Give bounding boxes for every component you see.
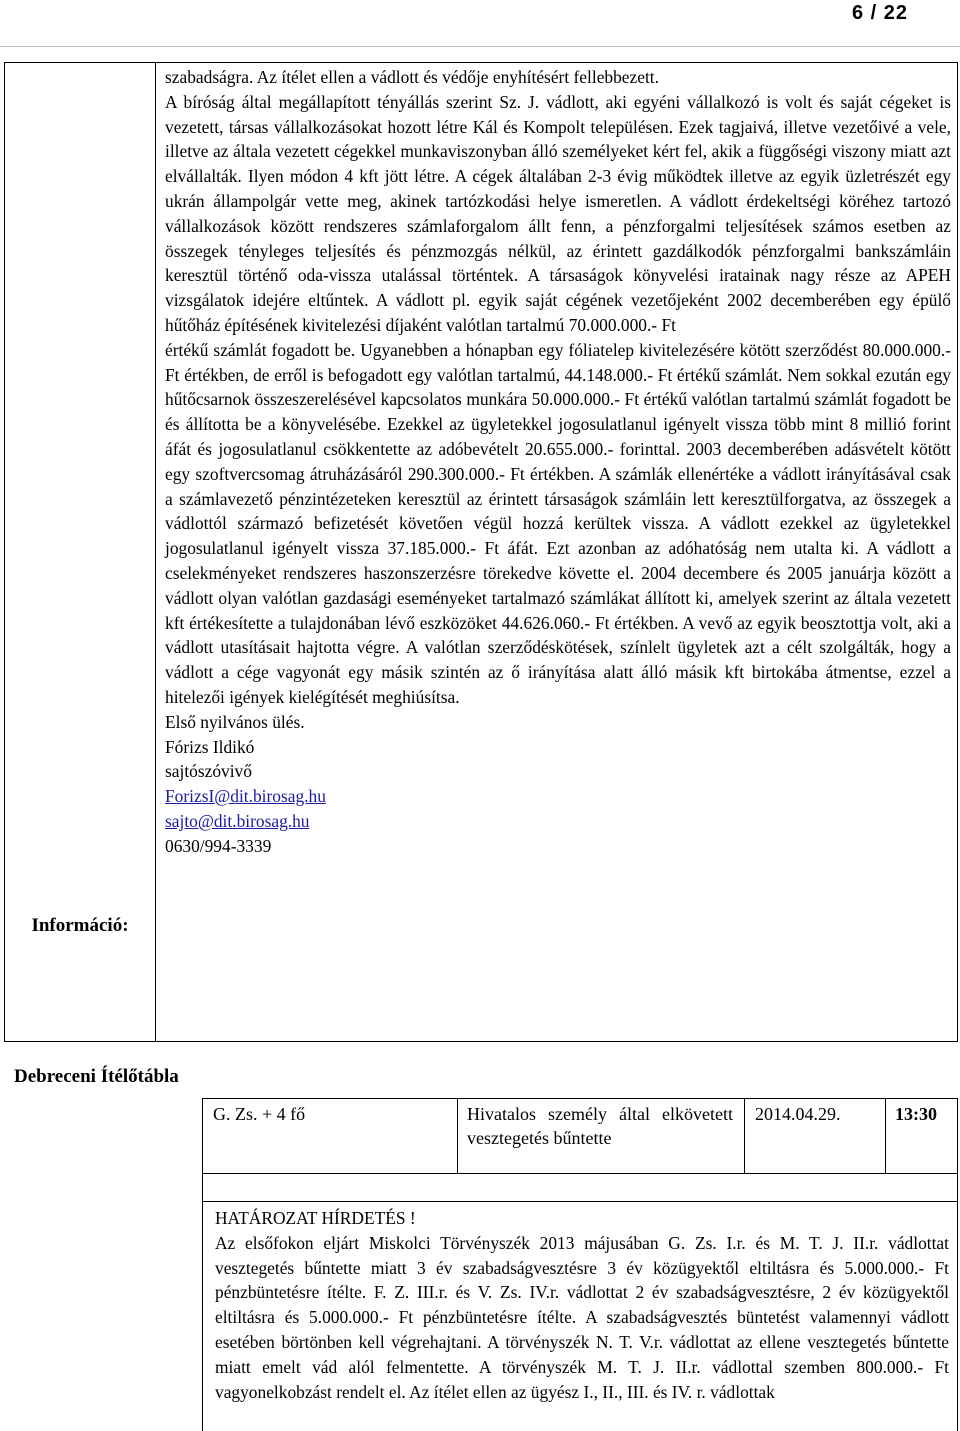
paragraph: szabadságra. Az ítélet ellen a vádlott és védője enyhítésért fellebbezett.: [165, 67, 659, 87]
case-charge: Hivatalos személy által elkövetett vesztegetés bűntette: [467, 1104, 733, 1148]
cell-divider: [457, 1099, 458, 1173]
decision-paragraph: Az elsőfokon eljárt Miskolci Törvényszék 2013 májusában G. Zs. I.r. és M. T. J. II.r. vádlottat vesztegetés bűntette miatt 3 év szabadságvesztésre 3 év közügyektől eltiltásra és 5.000.000.- Ft pénzbüntetésre ítélte. F. Z. III.r. és V. Zs. IV.r. vádlottat 2 év szabadságvesztésre, 2 év közügyektől eltiltásra és 5.000.000.- Ft pénzbüntetésre ítélte. A szabadságvesztés büntetést valamennyi vádlott esetében börtönben kell végrehajtani. A törvényszék N. T. V.r. vádlottat az ellene vesztegetés bűntette miatt emelt vád alól felmentette. A törvényszék M. T. J. II.r. vádlottal szemben 800.000.- Ft vagyonelkobzást rendelt el. Az ítélet ellen az ügyész I., II., III. és IV. r. vádlottak: [215, 1232, 949, 1402]
case-parties: G. Zs. + 4 fő: [213, 1104, 306, 1124]
decision-heading: HATÁROZAT HÍRDETÉS !: [215, 1208, 416, 1228]
cell-divider: [885, 1099, 886, 1173]
contact-phone: 0630/994-3339: [165, 835, 272, 856]
contact-role: sajtószóvivő: [165, 761, 252, 782]
court-name: Debreceni Ítélőtábla: [14, 1066, 179, 1087]
header-divider: [0, 46, 960, 47]
case-date: 2014.04.29.: [755, 1104, 841, 1124]
decision-block: [202, 1202, 958, 1431]
case-row: [202, 1098, 958, 1174]
email-link-2[interactable]: sajto@dit.birosag.hu: [165, 810, 310, 831]
info-label: Információ:: [31, 915, 129, 936]
paragraph: A bíróság által megállapított tényállás szerint Sz. J. vádlott, aki egyéni vállalkozó is volt és saját cégeket is vezetett, társas vállalkozásokat hozott létre Kál és Kompolt településen. Ezek tagjaivá, illetve vezetőivé a vele, illetve az általa vezetett cégekkel munkaviszonyban álló személyeket kért fel, akik a függőségi viszony miatt azt elvállalták. Ilyen módon 4 kft jött létre. A cégek általában 2-3 évig működtek illetve az egyik üzletrészét egy ukrán állampolgár vette meg, akinek tartózkodási helye ismeretlen. A vádlott érdekeltségi köréhez tartozó vállalkozások között rendszeres számlaforgalom állt fenn, a pénzforgalmi teljesítések számos esetben az összegek tényleges teljesítés és pénzmozgás nélkül, az érintett gazdálkodók pénzforgalmi bankszámláin keresztül történő oda-vissza utalással történtek. A társaságok könyvelési iratainak nagy része az APEH vizsgálatok idejére eltűntek. A vádlott pl. egyik saját cégének vezetőjeként 2002 decemberében egy épülő hűtőház építésének kivitelezési díjaként valótlan tartalmú 70.000.000.- Ft: [165, 91, 951, 335]
case-time: 13:30: [895, 1104, 937, 1124]
page-number: 6 / 22: [851, 2, 908, 24]
info-block: [4, 62, 958, 1042]
info-content: [165, 65, 951, 859]
paragraph: Első nyilvános ülés.: [165, 711, 305, 732]
decision-text: [215, 1206, 949, 1404]
column-divider: [155, 63, 156, 1041]
contact-name: Fórizs Ildikó: [165, 736, 255, 757]
paragraph: értékű számlát fogadott be. Ugyanebben a hónapban egy fóliatelep kivitelezésére kötött szerződést 80.000.000.- Ft értékben, de erről is befogadott egy valótlan tartalmú, 44.148.000.- Ft értékű számlát. Nem sokkal ezután egy hűtőcsarnok összeszerelésével kapcsolatos munkára 50.000.000.- Ft értékű valótlan tartalmú számlát fogadott be és állította be a könyvelésébe. Ezekkel az ügyletekkel jogosulatlanul igényelt vissza több mint 8 millió forint áfát és jogosulatlanul csökkentette az adóbevételt 20.655.000.- forinttal. 2003 decemberében adásvételt kötött egy szoftvercsomag átruházásáról 290.300.000.- Ft értékben. A számlák ellenértéke a vádlott irányításával csak a számlavezető pénzintézeteken keresztül az érintett társaságok számláin lett keresztülforgatva, az összegek a vádlottól származó befizetését követően végül hozzá kerültek vissza. A vádlott ezekkel az ügyletekkel jogosulatlanul igényelt vissza 37.185.000.- Ft áfát. Ezt azonban az adóhatóság nem utalta ki. A vádlott a cselekményeket rendszeres haszonszerzésre törekedve követte el. 2004 decembere és 2005 januárja között a vádlott olyan valótlan gazdasági eseményeket tartalmazó számlákat állított ki, amelyek szerint az általa vezetett kft értékesítette a tulajdonában lévő eszközöket 44.626.060.- Ft értékben. A vevő az egyik beosztottja volt, aki a vádlott utasításait hajtotta végre. A valótlan szerződéskötések, színlelt ügyletek azt a célt szolgálták, hogy a vádlott a cége vagyonát egy másik szintén az ő irányítása alatt álló másik kft birtokába átmentse, ezzel a hitelezői igények kielégítését meghiúsítsa.: [165, 339, 951, 707]
empty-row: [202, 1174, 958, 1202]
email-link-1[interactable]: ForizsI@dit.birosag.hu: [165, 786, 326, 807]
cell-divider: [744, 1099, 745, 1173]
